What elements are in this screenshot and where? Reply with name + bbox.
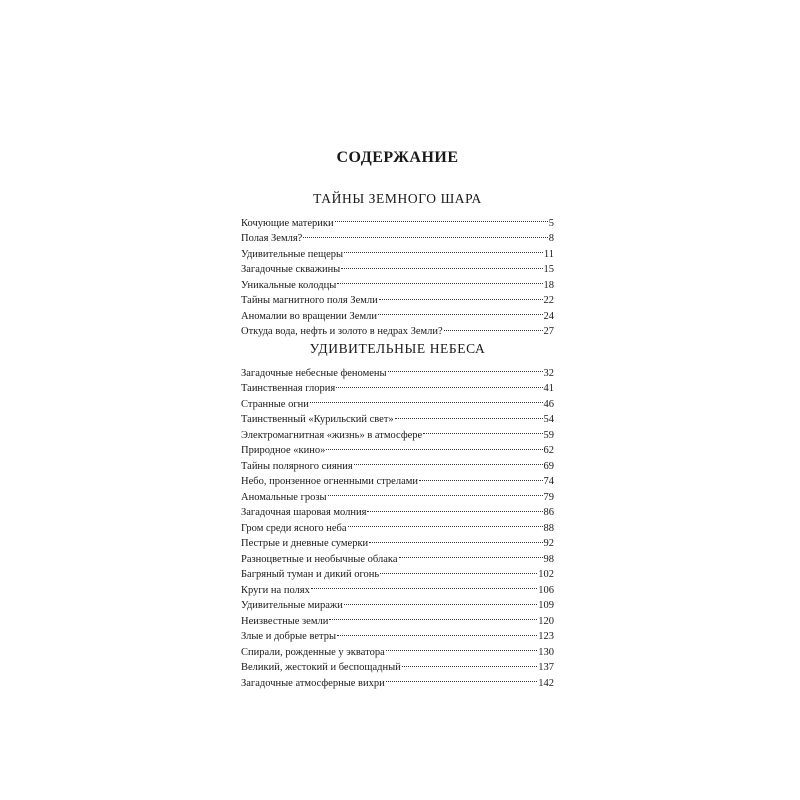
toc-entry-title: Электромагнитная «жизнь» в атмосфере [241, 429, 423, 441]
toc-entry-title: Гром среди ясного неба [241, 522, 347, 534]
toc-entry-title: Загадочные скважины [241, 264, 341, 275]
toc-entry-title: Неизвестные земли [241, 615, 329, 627]
toc-entry-title: Тайны полярного сияния [241, 460, 353, 472]
toc-entry-page: 123 [538, 631, 554, 642]
toc-entry-title: Загадочные атмосферные вихри [241, 677, 385, 689]
toc-entry-title: Великий, жестокий и беспощадный [241, 662, 401, 673]
toc-entry-page: 41 [543, 383, 554, 394]
toc-entry-page: 79 [543, 491, 554, 503]
dot-leader [344, 593, 537, 609]
toc-entry-page: 88 [543, 522, 554, 534]
toc-entry-title: Природное «кино» [241, 445, 326, 456]
toc-entry-page: 102 [538, 569, 554, 580]
toc-section [241, 340, 554, 689]
toc-entry-title: Аномальные грозы [241, 491, 327, 503]
toc-entry-page: 74 [543, 476, 554, 487]
toc-entry [241, 210, 554, 229]
toc-entry-title: Круги на полях [241, 584, 310, 596]
toc-entry-page: 86 [543, 507, 554, 518]
toc-entry-title: Кочующие материки [241, 217, 334, 229]
toc-entry-page: 22 [543, 295, 554, 306]
dot-leader [328, 484, 543, 500]
toc-entry-title: Загадочная шаровая молния [241, 507, 367, 518]
toc-entry-title: Уникальные колодцы [241, 279, 337, 291]
dot-leader [348, 515, 543, 531]
toc-entry-page: 32 [543, 367, 554, 379]
toc-entry-title: Разноцветные и необычные облака [241, 553, 398, 565]
toc-entry-page: 59 [543, 429, 554, 441]
dot-leader [311, 577, 537, 593]
toc-entry-title: Откуда вода, нефть и золото в недрах Земли? [241, 326, 443, 337]
toc-entry-title: Полая Земля? [241, 233, 303, 244]
dot-leader [380, 562, 537, 578]
toc-entry-title: Злые и добрые ветры [241, 631, 337, 642]
toc-section [241, 190, 554, 337]
toc-entry-page: 54 [543, 414, 554, 425]
toc-entry-page: 98 [543, 553, 554, 565]
page-title: СОДЕРЖАНИЕ [336, 149, 459, 166]
toc-list [241, 210, 554, 337]
dot-leader [344, 241, 543, 257]
toc-entry-page: 130 [538, 646, 554, 658]
toc-entry-page: 46 [543, 398, 554, 410]
dot-leader [419, 469, 542, 485]
toc-entry-page: 137 [538, 662, 554, 673]
toc-entry-title: Удивительные пещеры [241, 248, 344, 260]
toc-entry-title: Странные огни [241, 398, 309, 410]
toc-list [241, 360, 554, 689]
dot-leader [337, 624, 537, 640]
toc-entry [241, 360, 554, 379]
toc-entry-page: 62 [543, 445, 554, 456]
toc-entry-page: 106 [538, 584, 554, 596]
toc-entry-page: 5 [548, 217, 554, 229]
toc-entry-page: 18 [543, 279, 554, 291]
dot-leader [378, 303, 543, 319]
toc-entry-title: Небо, пронзенное огненными стрелами [241, 476, 419, 487]
section-title: ТАЙНЫ ЗЕМНОГО ШАРА [313, 191, 482, 206]
dot-leader [310, 391, 543, 407]
section-title: УДИВИТЕЛЬНЫЕ НЕБЕСА [309, 341, 486, 356]
dot-leader [402, 655, 537, 671]
toc-entry-title: Пестрые и дневные сумерки [241, 538, 369, 549]
toc-entry-page: 69 [543, 460, 554, 472]
toc-sections [241, 190, 554, 689]
toc-entry-page: 109 [538, 600, 554, 611]
dot-leader [336, 376, 542, 392]
dot-leader [354, 453, 543, 469]
dot-leader [303, 226, 547, 242]
dot-leader [379, 288, 543, 304]
dot-leader [367, 500, 542, 516]
toc-entry-title: Таинственная глория [241, 383, 336, 394]
dot-leader [337, 272, 542, 288]
dot-leader [423, 422, 542, 438]
toc-entry-title: Удивительные миражи [241, 600, 343, 611]
toc-entry-page: 24 [543, 310, 554, 322]
dot-leader [444, 319, 543, 335]
toc-entry-title: Тайны магнитного поля Земли [241, 295, 378, 306]
toc-entry-title: Загадочные небесные феномены [241, 367, 387, 379]
dot-leader [395, 407, 543, 423]
dot-leader [399, 546, 543, 562]
dot-leader [386, 639, 538, 655]
toc-entry-title: Аномалии во вращении Земли [241, 310, 377, 322]
dot-leader [341, 257, 542, 273]
toc-entry-page: 142 [538, 677, 554, 689]
dot-leader [369, 531, 542, 547]
toc-entry-page: 27 [543, 326, 554, 337]
dot-leader [335, 210, 548, 226]
toc-entry-page: 8 [548, 233, 554, 244]
dot-leader [386, 670, 538, 686]
dot-leader [326, 438, 542, 454]
toc-entry-title: Таинственный «Курильский свет» [241, 414, 394, 425]
toc-entry-page: 120 [538, 615, 554, 627]
toc-entry-page: 11 [543, 248, 554, 260]
toc-entry-title: Багряный туман и дикий огонь [241, 569, 380, 580]
dot-leader [388, 360, 543, 376]
toc-entry-page: 15 [543, 264, 554, 275]
toc-entry-title: Спирали, рожденные у экватора [241, 646, 385, 658]
toc-page [241, 148, 554, 689]
toc-entry-page: 92 [543, 538, 554, 549]
dot-leader [329, 608, 537, 624]
